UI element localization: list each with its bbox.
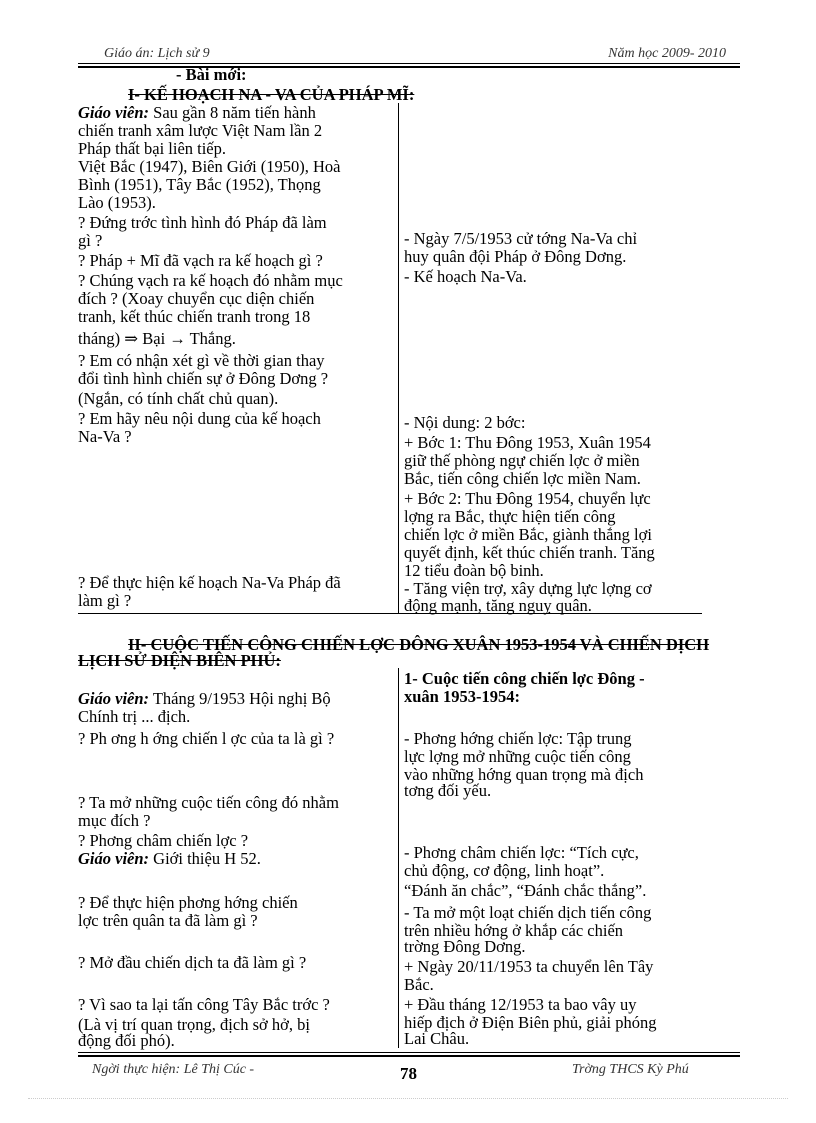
- s1-answer-4b: giữ thế phòng ngự chiến lợc ở miền: [404, 451, 640, 470]
- q3d-post: Thắng.: [185, 329, 236, 348]
- section1-divider: [398, 103, 399, 613]
- teacher-label: Giáo viên:: [78, 849, 150, 868]
- s2-question-6b: (Là vị trí quan trọng, địch sở hở, bị: [78, 1015, 310, 1034]
- s2-answer-1d: tơng đối yếu.: [404, 781, 492, 800]
- s1-question-6a: ? Để thực hiện kế hoạch Na-Va Pháp đã: [78, 573, 341, 592]
- q3d-mid: Bại: [138, 329, 170, 348]
- s2-answer-3a: - Ta mở một loạt chiến dịch tiến công: [404, 903, 652, 922]
- footer-rule: [78, 1052, 740, 1053]
- s2-question-2b: mục đích ?: [78, 811, 151, 830]
- s1-question-5b: Na-Va ?: [78, 427, 132, 446]
- s2-answer-2b: chủ động, cơ động, linh hoạt”.: [404, 861, 605, 880]
- s1-answer-5a: + Bớc 2: Thu Đông 1954, chuyển lực: [404, 489, 651, 508]
- header-left: Giáo án: Lịch sử 9: [104, 46, 210, 61]
- section1-title: I- KẾ HOẠCH NA - VA CỦA PHÁP MĨ:: [128, 85, 415, 104]
- s2-answer-3c: trờng Đông Dơng.: [404, 937, 526, 956]
- s2-answer-4a: + Ngày 20/11/1953 ta chuyển lên Tây: [404, 957, 654, 976]
- s1-question-3c: tranh, kết thúc chiến tranh trong 18: [78, 307, 311, 326]
- teacher-text: Tháng 9/1953 Hội nghị Bộ: [149, 689, 331, 708]
- q3d-pre: tháng): [78, 329, 125, 348]
- header-rule: [78, 63, 740, 64]
- footer-school: Trờng THCS Kỳ Phú: [572, 1062, 689, 1077]
- s2-answer-1b: lực lợng mở những cuộc tiến công: [404, 747, 631, 766]
- s1-answer-5c: chiến lợc ở miền Bắc, giành thắng lợi: [404, 525, 652, 544]
- teacher-text: Giới thiệu H 52.: [149, 849, 261, 868]
- s1-question-1a: ? Đứng trớc tình hình đó Pháp đã làm: [78, 213, 327, 232]
- section2-title-b: LỊCH SỬ ĐIỆN BIÊN PHỦ:: [78, 651, 281, 670]
- s2-answer-2a: - Phơng châm chiến lợc: “Tích cực,: [404, 843, 639, 862]
- section2-title-a: II- CUỘC TIẾN CÔNG CHIẾN LỢC ĐÔNG XUÂN 1953-1954 VÀ CHIẾN DỊCH: [128, 635, 710, 654]
- s1-answer-5d: quyết định, kết thúc chiến tranh. Tăng: [404, 543, 655, 562]
- s1-answer-5b: lợng ra Bắc, thực hiện tiến công: [404, 507, 616, 526]
- s1-line-3: Pháp thất bại liên tiếp.: [78, 139, 227, 158]
- s2-answer-4b: Bắc.: [404, 975, 434, 994]
- s2-teacher-line: [78, 690, 331, 708]
- section1-bottom-rule: [78, 613, 702, 614]
- s2-subtitle-b: xuân 1953-1954:: [404, 687, 520, 706]
- header-right: Năm học 2009- 2010: [608, 46, 726, 61]
- page-number: 78: [400, 1064, 417, 1083]
- s2-line-2: Chính trị ... địch.: [78, 707, 191, 726]
- s2-answer-1a: - Phơng hớng chiến lợc: Tập trung: [404, 729, 632, 748]
- s1-answer-3: - Nội dung: 2 bớc:: [404, 413, 526, 432]
- teacher-label: Giáo viên:: [78, 103, 150, 122]
- s2-question-2a: ? Ta mở những cuộc tiến công đó nhằm: [78, 793, 339, 812]
- s2-question-6c: động đối phó).: [78, 1031, 175, 1050]
- s1-question-6b: làm gì ?: [78, 591, 132, 610]
- intro-line: - Bài mới:: [176, 65, 247, 84]
- s2-answer-1c: vào những hớng quan trọng mà địch: [404, 765, 644, 784]
- footer-rule-thick: [78, 1055, 740, 1057]
- s2-question-6a: ? Vì sao ta lại tấn công Tây Bắc trớc ?: [78, 995, 330, 1014]
- s1-line-5: Bình (1951), Tây Bắc (1952), Thọng: [78, 175, 321, 194]
- s1-question-3a: ? Chúng vạch ra kế hoạch đó nhằm mục: [78, 271, 343, 290]
- s2-question-4b: lợc trên quân ta đã làm gì ?: [78, 911, 258, 930]
- s2-subtitle-a: 1- Cuộc tiến công chiến lợc Đông -: [404, 669, 645, 688]
- section2-divider: [398, 668, 399, 1048]
- s1-answer-2: - Kế hoạch Na-Va.: [404, 267, 527, 286]
- s1-line-4: Việt Bắc (1947), Biên Giới (1950), Hoà: [78, 157, 341, 176]
- s1-answer-1a: - Ngày 7/5/1953 cử tớng Na-Va chỉ: [404, 229, 638, 248]
- s1-question-2: ? Pháp + Mĩ đã vạch ra kế hoạch gì ?: [78, 251, 323, 270]
- s2-question-1: ? Ph ơng h ớng chiến l ợc của ta là gì ?: [78, 729, 335, 748]
- teacher-text: Sau gần 8 năm tiến hành: [149, 103, 316, 122]
- s1-question-4b: đổi tình hình chiến sự ở Đông Dơng ?: [78, 369, 329, 388]
- s1-answer-5e: 12 tiểu đoàn bộ binh.: [404, 561, 544, 580]
- s1-answer-4c: Bắc, tiến công chiến lợc miền Nam.: [404, 469, 641, 488]
- s2-question-5: ? Mở đầu chiến dịch ta đã làm gì ?: [78, 953, 307, 972]
- s1-teacher-line: [78, 104, 316, 122]
- s1-question-3b: đích ? (Xoay chuyển cục diện chiến: [78, 289, 315, 308]
- s2-answer-5a: + Đầu tháng 12/1953 ta bao vây uy: [404, 995, 637, 1014]
- s1-answer-1b: huy quân đội Pháp ở Đông Dơng.: [404, 247, 627, 266]
- s1-question-5a: ? Em hãy nêu nội dung của kế hoạch: [78, 409, 321, 428]
- s2-question-4a: ? Để thực hiện phơng hớng chiến: [78, 893, 298, 912]
- footer-author: Ngời thực hiện: Lê Thị Cúc -: [92, 1062, 255, 1077]
- s1-line-2: chiến tranh xâm lược Việt Nam lần 2: [78, 121, 323, 140]
- s2-answer-3b: trên nhiều hớng ở khắp các chiến: [404, 921, 624, 940]
- double-arrow-icon: ⇒: [124, 329, 139, 348]
- s2-answer-5c: Lai Châu.: [404, 1029, 470, 1048]
- s1-question-4a: ? Em có nhận xét gì về thời gian thay: [78, 351, 325, 370]
- s1-answer-6a: - Tăng viện trợ, xây dựng lực lợng cơ: [404, 579, 652, 598]
- teacher-label: Giáo viên:: [78, 689, 150, 708]
- s1-question-4c: (Ngắn, có tính chất chủ quan).: [78, 389, 279, 408]
- s1-answer-4a: + Bớc 1: Thu Đông 1953, Xuân 1954: [404, 433, 651, 452]
- s1-question-1b: gì ?: [78, 231, 103, 250]
- right-arrow-icon: →: [169, 329, 186, 348]
- s2-answer-5b: hiếp địch ở Điện Biên phủ, giải phóng: [404, 1013, 657, 1032]
- page-bottom-border: [28, 1098, 788, 1099]
- s2-answer-2c: “Đánh ăn chắc”, “Đánh chắc thắng”.: [404, 881, 647, 900]
- s2-question-3: ? Phơng châm chiến lợc ?: [78, 831, 249, 850]
- page-header: [78, 46, 738, 64]
- s1-answer-6b: động mạnh, tăng nguỵ quân.: [404, 596, 592, 615]
- s1-line-6: Lào (1953).: [78, 193, 156, 212]
- s2-teacher2-line: [78, 850, 261, 868]
- s1-question-3d: [78, 330, 236, 348]
